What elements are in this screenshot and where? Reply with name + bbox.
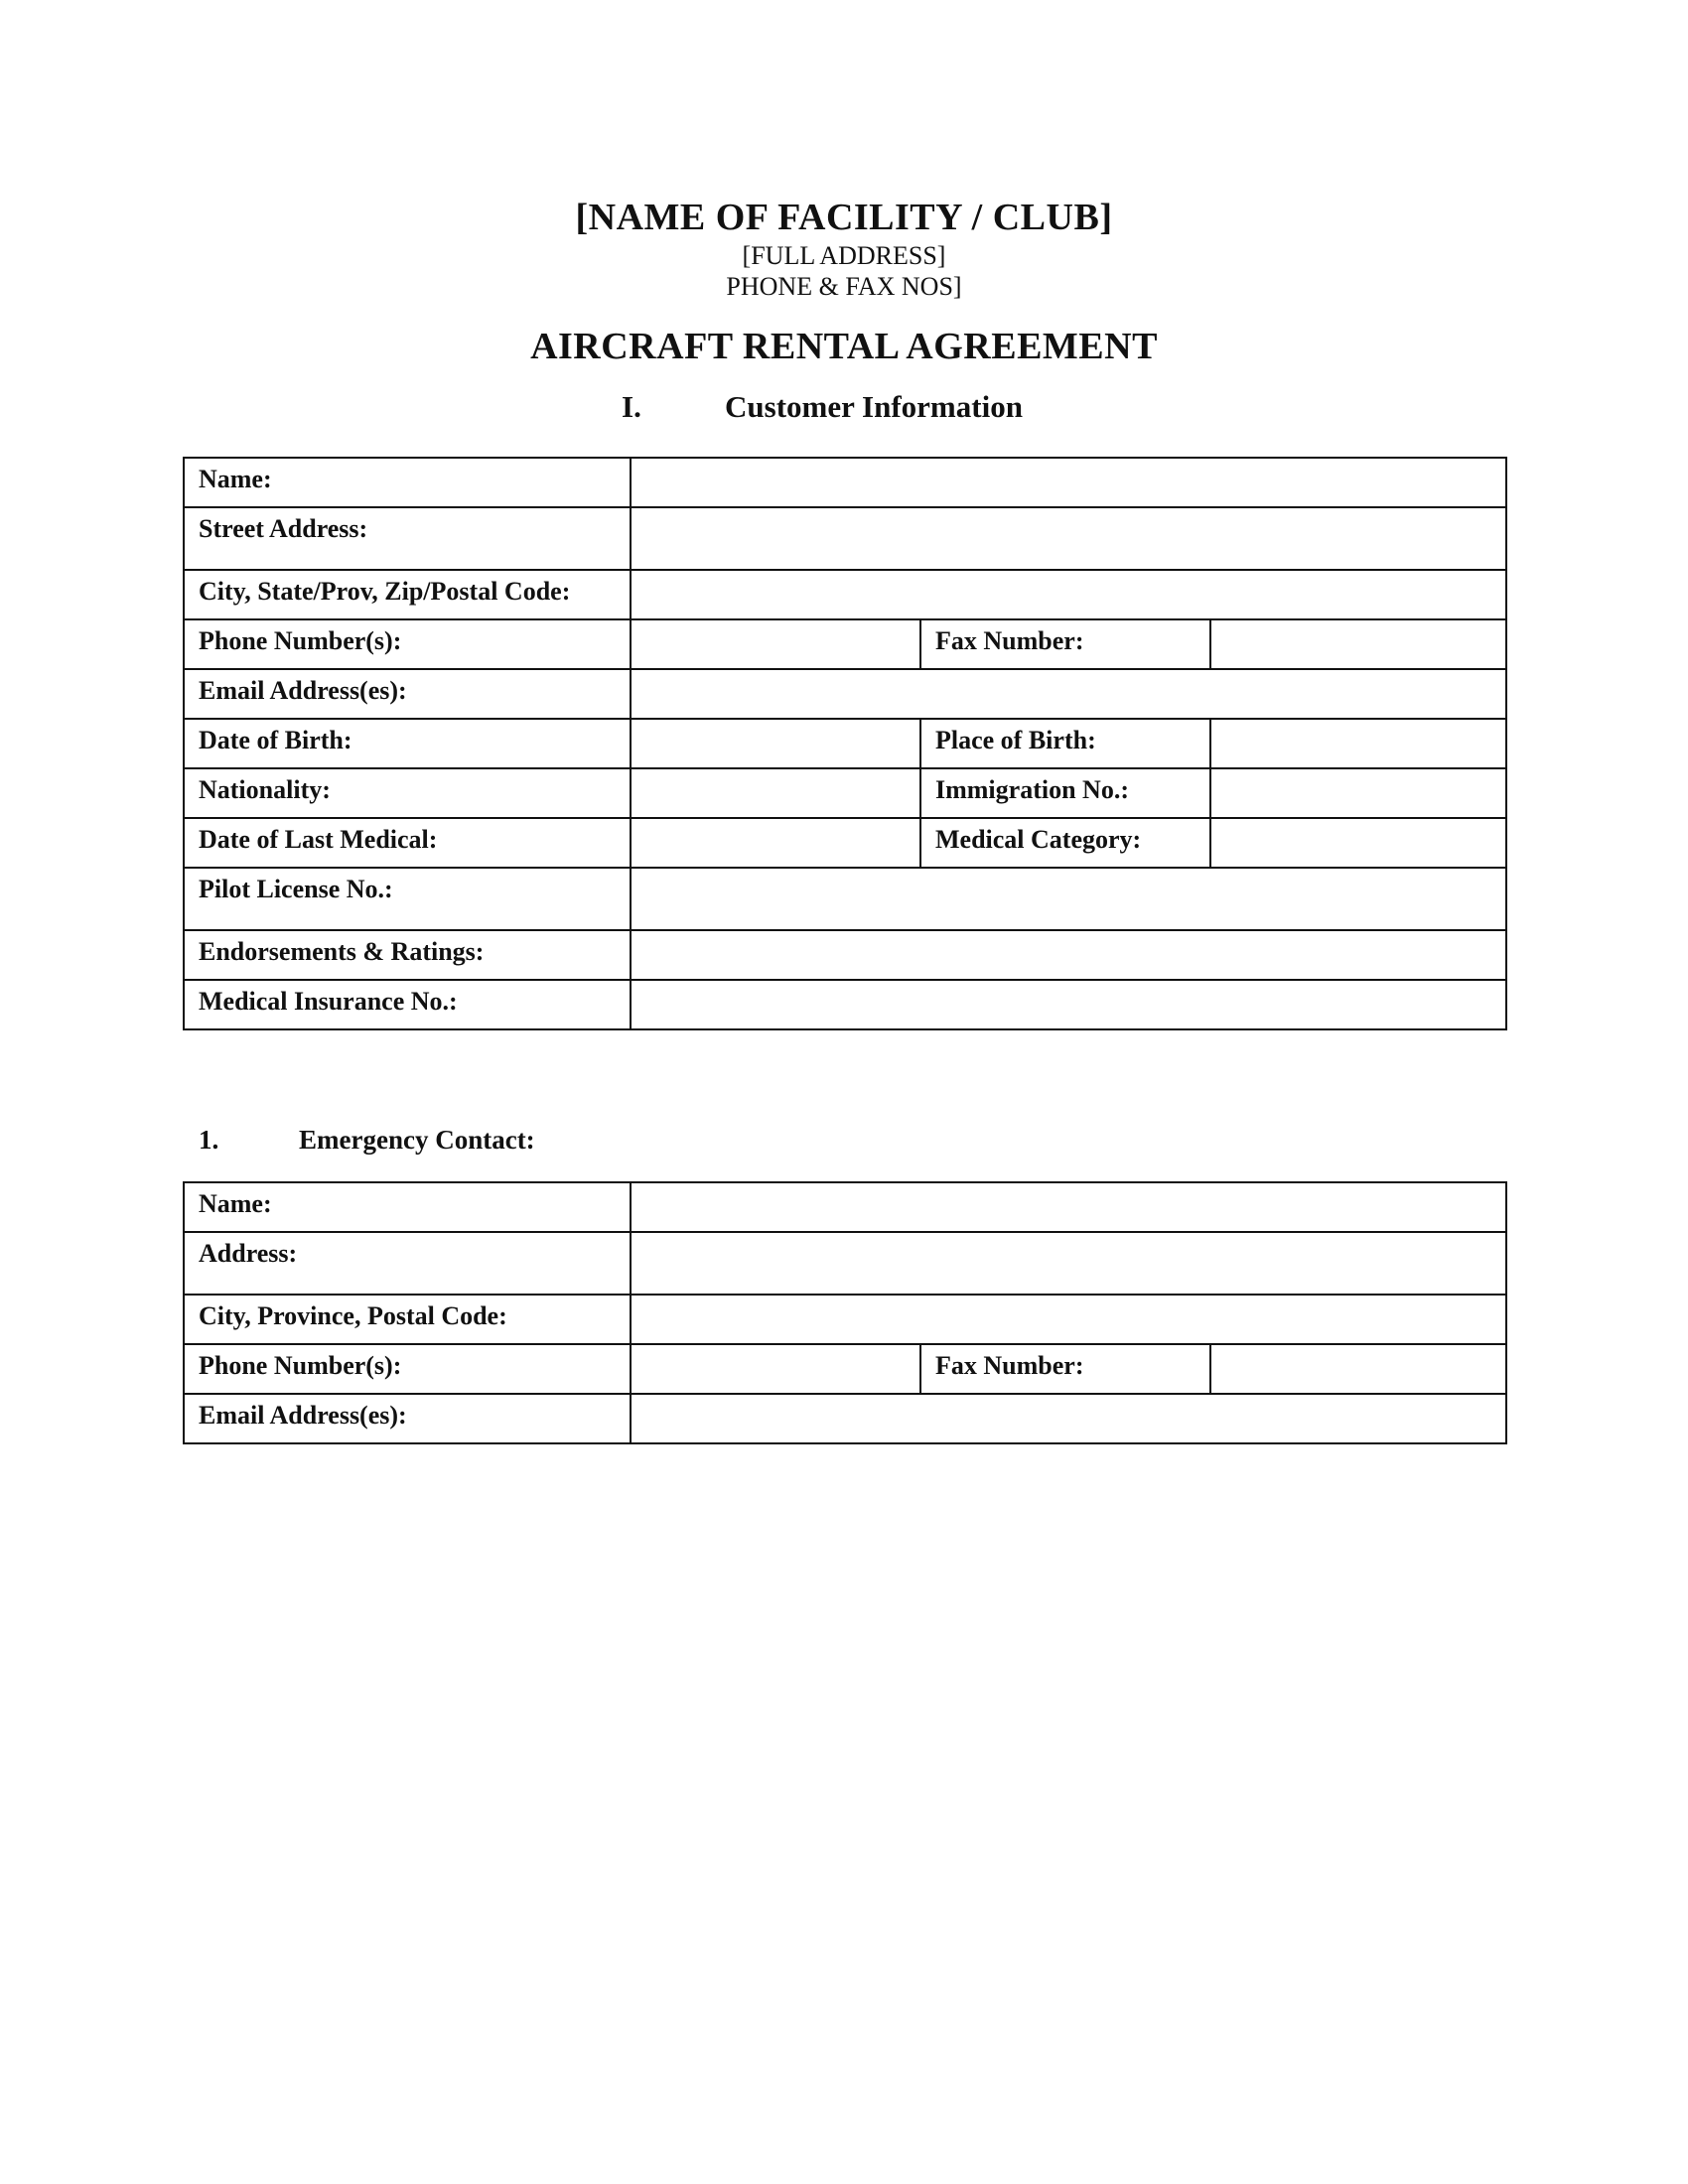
- table-row: [184, 1344, 1506, 1394]
- pilot-license-label: Pilot License No.:: [184, 868, 631, 930]
- section-heading-customer-information: [0, 387, 1688, 427]
- nationality-field[interactable]: [631, 768, 920, 818]
- facility-phone-fax: PHONE & FAX NOS]: [726, 272, 962, 301]
- table-row: [184, 1232, 1506, 1295]
- fax-label: Fax Number:: [920, 619, 1210, 669]
- document-title: AIRCRAFT RENTAL AGREEMENT: [530, 326, 1158, 367]
- email-label: Email Address(es):: [184, 669, 631, 719]
- ec-fax-field[interactable]: [1210, 1344, 1506, 1394]
- email-field[interactable]: [631, 669, 1506, 719]
- facility-address: [FULL ADDRESS]: [742, 241, 946, 270]
- name-label: Name:: [184, 458, 631, 507]
- ec-phone-field[interactable]: [631, 1344, 920, 1394]
- facility-name: [NAME OF FACILITY / CLUB]: [575, 197, 1113, 238]
- table-row: [184, 930, 1506, 980]
- ec-email-label: Email Address(es):: [184, 1394, 631, 1443]
- immigration-no-label: Immigration No.:: [920, 768, 1210, 818]
- ec-address-field[interactable]: [631, 1232, 1506, 1295]
- last-medical-label: Date of Last Medical:: [184, 818, 631, 868]
- immigration-no-field[interactable]: [1210, 768, 1506, 818]
- phone-field[interactable]: [631, 619, 920, 669]
- endorsements-field[interactable]: [631, 930, 1506, 980]
- place-of-birth-field[interactable]: [1210, 719, 1506, 768]
- ec-address-label: Address:: [184, 1232, 631, 1295]
- street-address-label: Street Address:: [184, 507, 631, 570]
- medical-category-field[interactable]: [1210, 818, 1506, 868]
- table-row: [184, 458, 1506, 507]
- emergency-contact-heading: [0, 1122, 1688, 1158]
- table-row: [184, 619, 1506, 669]
- table-row: [184, 980, 1506, 1029]
- fax-field[interactable]: [1210, 619, 1506, 669]
- dob-field[interactable]: [631, 719, 920, 768]
- medical-insurance-field[interactable]: [631, 980, 1506, 1029]
- phone-label: Phone Number(s):: [184, 619, 631, 669]
- table-row: [184, 1394, 1506, 1443]
- ec-city-province-postal-label: City, Province, Postal Code:: [184, 1295, 631, 1344]
- table-row: [184, 507, 1506, 570]
- table-row: [184, 818, 1506, 868]
- table-row: [184, 570, 1506, 619]
- table-row: [184, 669, 1506, 719]
- dob-label: Date of Birth:: [184, 719, 631, 768]
- name-field[interactable]: [631, 458, 1506, 507]
- table-row: [184, 768, 1506, 818]
- section-title: Customer Information: [725, 389, 1023, 424]
- ec-name-label: Name:: [184, 1182, 631, 1232]
- medical-insurance-label: Medical Insurance No.:: [184, 980, 631, 1029]
- last-medical-field[interactable]: [631, 818, 920, 868]
- city-state-zip-label: City, State/Prov, Zip/Postal Code:: [184, 570, 631, 619]
- table-row: [184, 1295, 1506, 1344]
- table-row: [184, 868, 1506, 930]
- ec-name-field[interactable]: [631, 1182, 1506, 1232]
- ec-city-province-postal-field[interactable]: [631, 1295, 1506, 1344]
- place-of-birth-label: Place of Birth:: [920, 719, 1210, 768]
- nationality-label: Nationality:: [184, 768, 631, 818]
- endorsements-label: Endorsements & Ratings:: [184, 930, 631, 980]
- table-row: [184, 719, 1506, 768]
- subsection-number: 1.: [199, 1125, 219, 1155]
- ec-fax-label: Fax Number:: [920, 1344, 1210, 1394]
- subsection-title: Emergency Contact:: [299, 1125, 535, 1155]
- emergency-contact-table: [183, 1181, 1507, 1444]
- ec-email-field[interactable]: [631, 1394, 1506, 1443]
- city-state-zip-field[interactable]: [631, 570, 1506, 619]
- pilot-license-field[interactable]: [631, 868, 1506, 930]
- medical-category-label: Medical Category:: [920, 818, 1210, 868]
- section-number: I.: [622, 389, 641, 424]
- street-address-field[interactable]: [631, 507, 1506, 570]
- customer-information-table: [183, 457, 1507, 1030]
- ec-phone-label: Phone Number(s):: [184, 1344, 631, 1394]
- document-header: [0, 195, 1688, 302]
- table-row: [184, 1182, 1506, 1232]
